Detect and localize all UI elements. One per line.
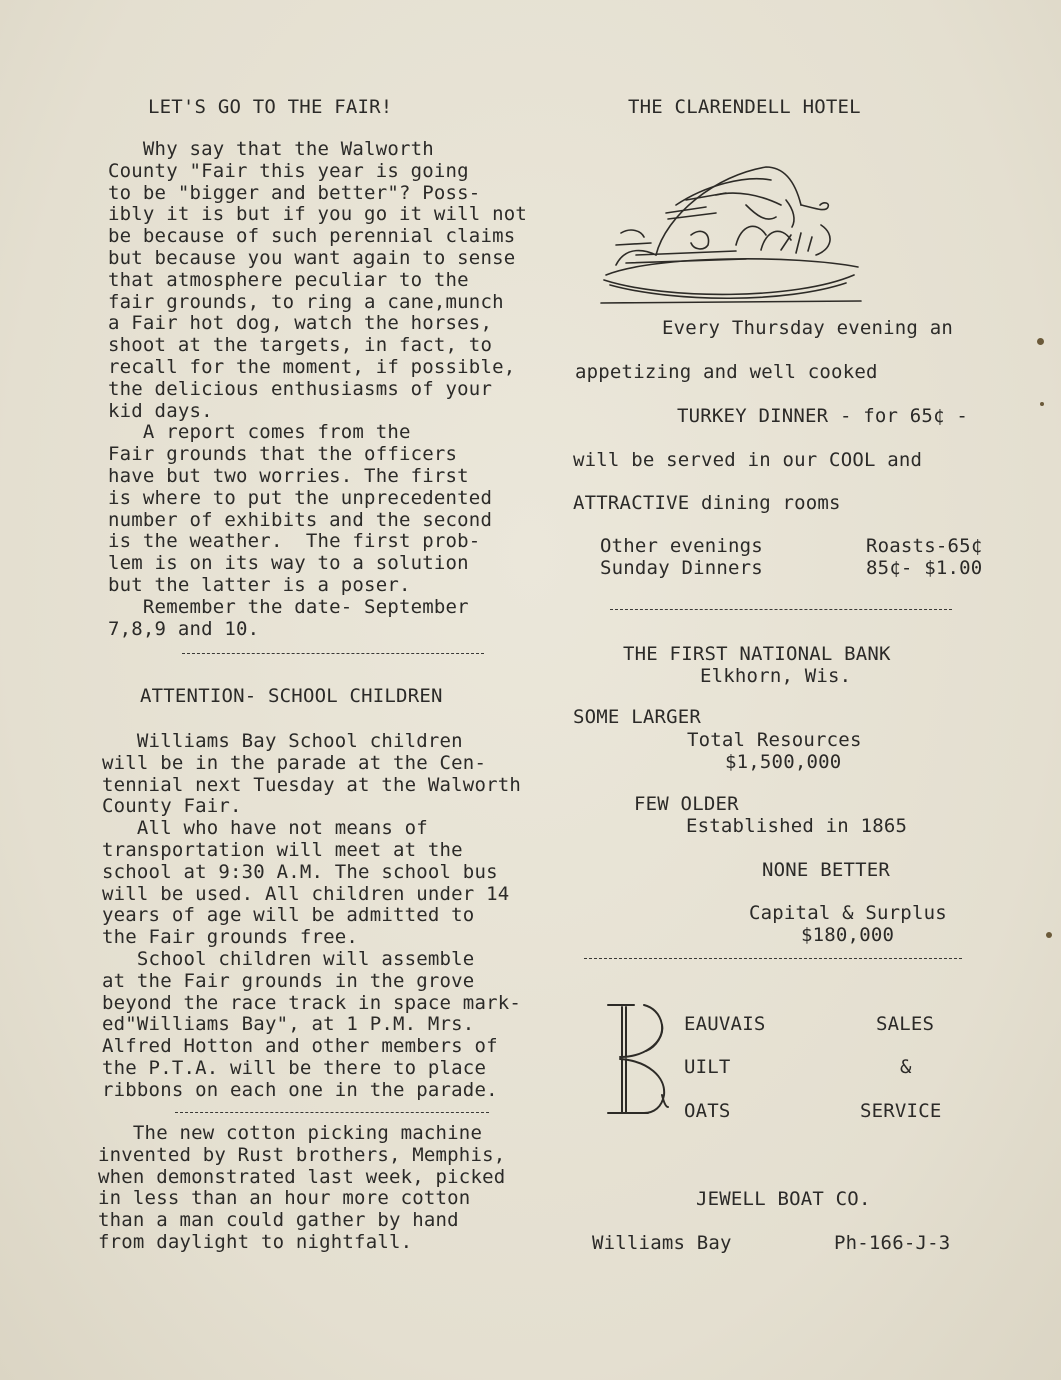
fair-heading: LET'S GO TO THE FAIR! — [148, 96, 393, 118]
fair-article-line: fair grounds, to ring a cane,munch — [108, 290, 504, 313]
established-line: Established in 1865 — [686, 815, 908, 837]
school-article-body — [102, 731, 521, 1102]
divider — [584, 958, 962, 959]
school-article-line: School children will assemble — [102, 947, 475, 970]
cotton-article-line: when demonstrated last week, picked — [98, 1165, 506, 1188]
school-heading: ATTENTION- SCHOOL CHILDREN — [140, 685, 443, 707]
boats-word: OATS — [684, 1100, 731, 1122]
fair-article-line: is the weather. The first prob- — [108, 530, 481, 553]
fair-article-line: but the latter is a poser. — [108, 573, 411, 596]
school-article-line: ribbons on each one in the parade. — [102, 1078, 498, 1101]
fair-article-line: Remember the date- September — [108, 595, 469, 618]
fair-article-line: a Fair hot dog, watch the horses, — [108, 312, 493, 335]
fair-article-line: Why say that the Walworth — [108, 138, 434, 160]
turkey-dinner-sketch-icon — [596, 155, 866, 310]
bank-slogan-3: NONE BETTER — [762, 859, 891, 881]
school-article-line: Alfred Hotton and other members of — [102, 1035, 498, 1058]
capital-label: Capital & Surplus — [749, 902, 947, 924]
hotel-line-3: TURKEY DINNER - for 65¢ - — [677, 405, 968, 427]
bank-name: THE FIRST NATIONAL BANK — [623, 643, 891, 665]
school-article-line: school at 9:30 A.M. The school bus — [102, 860, 498, 883]
boat-phone: Ph-166-J-3 — [834, 1232, 951, 1254]
other-evenings-price: Roasts-65¢ — [866, 535, 983, 557]
school-article-line: at the Fair grounds in the grove — [102, 969, 475, 992]
hotel-line-2: appetizing and well cooked — [575, 361, 878, 383]
fair-article-line: is where to put the unprecedented — [108, 486, 493, 509]
fair-article-line: A report comes from the — [108, 421, 411, 444]
fair-article-line: that atmosphere peculiar to the — [108, 268, 469, 291]
school-article-line: All who have not means of — [102, 817, 428, 840]
school-article-line: years of age will be admitted to — [102, 904, 475, 927]
fair-article-line: lem is on its way to a solution — [108, 552, 469, 575]
school-article-line: Williams Bay School children — [102, 730, 463, 752]
built-word: UILT — [684, 1056, 731, 1078]
paper-speck — [1040, 402, 1044, 406]
fair-article-line: have but two worries. The first — [108, 464, 469, 487]
big-letter-b-icon — [604, 995, 674, 1125]
hotel-line-5: ATTRACTIVE dining rooms — [573, 492, 841, 514]
capital-value: $180,000 — [801, 924, 895, 946]
fair-article-line: recall for the moment, if possible, — [108, 355, 516, 378]
cotton-article-line: invented by Rust brothers, Memphis, — [98, 1143, 506, 1166]
cotton-article-line: from daylight to nightfall. — [98, 1230, 413, 1253]
cotton-article-line: in less than an hour more cotton — [98, 1187, 471, 1210]
fair-article-body — [108, 139, 527, 640]
bank-location: Elkhorn, Wis. — [700, 665, 852, 687]
hotel-heading: THE CLARENDELL HOTEL — [628, 96, 861, 118]
bank-slogan-1: SOME LARGER — [573, 706, 702, 728]
school-article-line: beyond the race track in space mark- — [102, 991, 522, 1014]
fair-article-line: be because of such perennial claims — [108, 225, 516, 248]
divider — [175, 1112, 489, 1113]
cotton-article-body — [98, 1123, 505, 1254]
sales-word: SALES — [876, 1013, 935, 1035]
fair-article-line: number of exhibits and the second — [108, 508, 493, 531]
school-article-line: transportation will meet at the — [102, 838, 463, 861]
cotton-article-line: than a man could gather by hand — [98, 1209, 459, 1232]
boat-company: JEWELL BOAT CO. — [696, 1188, 871, 1210]
bank-slogan-2: FEW OLDER — [634, 793, 739, 815]
fair-article-line: ibly it is but if you go it will not — [108, 203, 528, 226]
fair-article-line: County "Fair this year is going — [108, 159, 469, 182]
school-article-line: tennial next Tuesday at the Walworth — [102, 773, 522, 796]
fair-article-line: the delicious enthusiasms of your — [108, 377, 493, 400]
hotel-line-1: Every Thursday evening an — [662, 317, 953, 339]
fair-article-line: 7,8,9 and 10. — [108, 617, 260, 640]
sunday-dinners-label: Sunday Dinners — [600, 557, 763, 579]
fair-article-line: shoot at the targets, in fact, to — [108, 334, 493, 357]
fair-article-line: kid days. — [108, 399, 213, 422]
service-word: SERVICE — [860, 1100, 942, 1122]
paper-speck — [1037, 338, 1044, 345]
sunday-dinners-price: 85¢- $1.00 — [866, 557, 983, 579]
school-article-line: will be in the parade at the Cen- — [102, 751, 487, 774]
resources-label: Total Resources — [687, 729, 862, 751]
fair-article-line: to be "bigger and better"? Poss- — [108, 181, 481, 204]
school-article-line: the Fair grounds free. — [102, 926, 359, 949]
school-article-line: County Fair. — [102, 795, 242, 818]
beauvais-word: EAUVAIS — [684, 1013, 766, 1035]
school-article-line: ed"Williams Bay", at 1 P.M. Mrs. — [102, 1013, 475, 1036]
school-article-line: will be used. All children under 14 — [102, 882, 510, 905]
hotel-line-4: will be served in our COOL and — [573, 449, 923, 471]
other-evenings-label: Other evenings — [600, 535, 763, 557]
school-article-line: the P.T.A. will be there to place — [102, 1056, 487, 1079]
fair-article-line: Fair grounds that the officers — [108, 443, 458, 466]
cotton-article-line: The new cotton picking machine — [98, 1122, 483, 1144]
divider — [182, 653, 484, 654]
boat-town: Williams Bay — [592, 1232, 732, 1254]
fair-article-line: but because you want again to sense — [108, 246, 516, 269]
paper-speck — [1046, 932, 1052, 938]
divider — [610, 609, 952, 610]
resources-value: $1,500,000 — [725, 751, 842, 773]
ampersand: & — [900, 1056, 912, 1078]
